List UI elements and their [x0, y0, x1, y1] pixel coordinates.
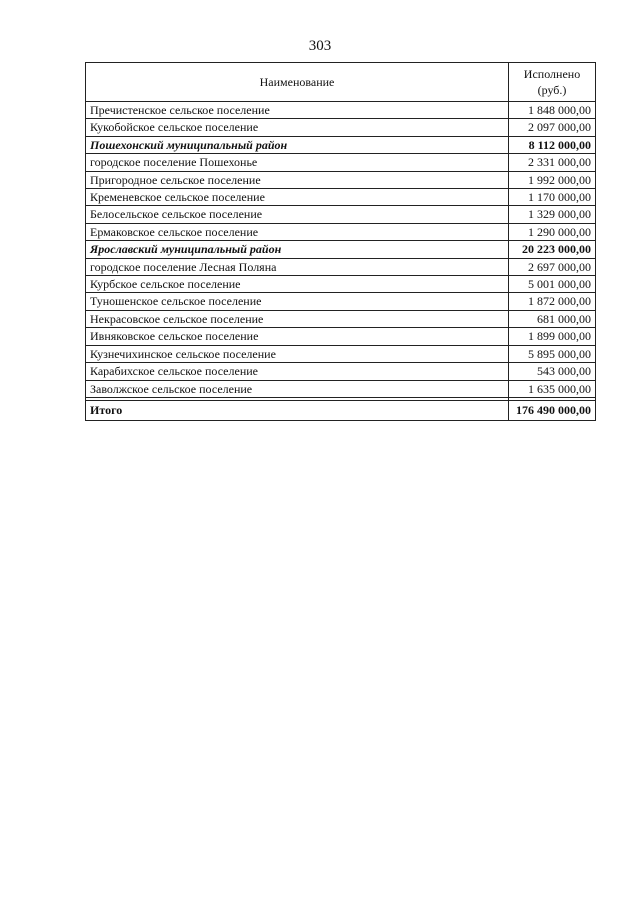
table-row — [86, 310, 596, 327]
row-value: 543 000,00 — [509, 363, 596, 380]
row-value: 1 170 000,00 — [509, 189, 596, 206]
total-value: 176 490 000,00 — [509, 400, 596, 420]
row-name: Ивняковское сельское поселение — [86, 328, 509, 345]
row-name: Ярославский муниципальный район — [86, 241, 509, 258]
header-value-line1: Исполнено — [523, 67, 581, 81]
row-value: 2 097 000,00 — [509, 119, 596, 136]
row-name: Кукобойское сельское поселение — [86, 119, 509, 136]
row-name: городское поселение Лесная Поляна — [86, 258, 509, 275]
total-row — [86, 400, 596, 420]
table-row — [86, 258, 596, 275]
row-value: 8 112 000,00 — [509, 136, 596, 153]
row-value: 5 001 000,00 — [509, 276, 596, 293]
row-name: Пригородное сельское поселение — [86, 171, 509, 188]
table-row — [86, 223, 596, 240]
row-value: 1 290 000,00 — [509, 223, 596, 240]
page-number: 303 — [308, 38, 332, 54]
row-value: 2 331 000,00 — [509, 154, 596, 171]
row-name: городское поселение Пошехонье — [86, 154, 509, 171]
row-value: 681 000,00 — [509, 310, 596, 327]
row-name: Белосельское сельское поселение — [86, 206, 509, 223]
table-row — [86, 119, 596, 136]
district-row — [86, 136, 596, 153]
row-name: Кузнечихинское сельское поселение — [86, 345, 509, 362]
row-name: Курбское сельское поселение — [86, 276, 509, 293]
table-row — [86, 102, 596, 119]
header-value — [509, 63, 596, 102]
row-name: Карабихское сельское поселение — [86, 363, 509, 380]
table-row — [86, 345, 596, 362]
row-name: Некрасовское сельское поселение — [86, 310, 509, 327]
header-value-line2: (руб.) — [537, 83, 567, 97]
table-row — [86, 293, 596, 310]
row-name: Туношенское сельское поселение — [86, 293, 509, 310]
row-name: Пошехонский муниципальный район — [86, 136, 509, 153]
header-name: Наименование — [86, 63, 509, 102]
total-label: Итого — [86, 400, 509, 420]
table-row — [86, 276, 596, 293]
table-row — [86, 154, 596, 171]
row-value: 20 223 000,00 — [509, 241, 596, 258]
row-name: Пречистенское сельское поселение — [86, 102, 509, 119]
row-name: Ермаковское сельское поселение — [86, 223, 509, 240]
table-row — [86, 189, 596, 206]
row-value: 1 635 000,00 — [509, 380, 596, 397]
row-value: 1 329 000,00 — [509, 206, 596, 223]
row-value: 1 899 000,00 — [509, 328, 596, 345]
table-row — [86, 206, 596, 223]
table-body — [86, 102, 596, 398]
district-row — [86, 241, 596, 258]
table-row — [86, 380, 596, 397]
row-value: 1 848 000,00 — [509, 102, 596, 119]
table-row — [86, 328, 596, 345]
row-value: 1 872 000,00 — [509, 293, 596, 310]
row-name: Заволжское сельское поселение — [86, 380, 509, 397]
table-row — [86, 171, 596, 188]
budget-execution-table — [85, 62, 596, 421]
row-value: 1 992 000,00 — [509, 171, 596, 188]
table-header-row — [86, 63, 596, 102]
table-row — [86, 363, 596, 380]
row-name: Кременевское сельское поселение — [86, 189, 509, 206]
row-value: 5 895 000,00 — [509, 345, 596, 362]
row-value: 2 697 000,00 — [509, 258, 596, 275]
